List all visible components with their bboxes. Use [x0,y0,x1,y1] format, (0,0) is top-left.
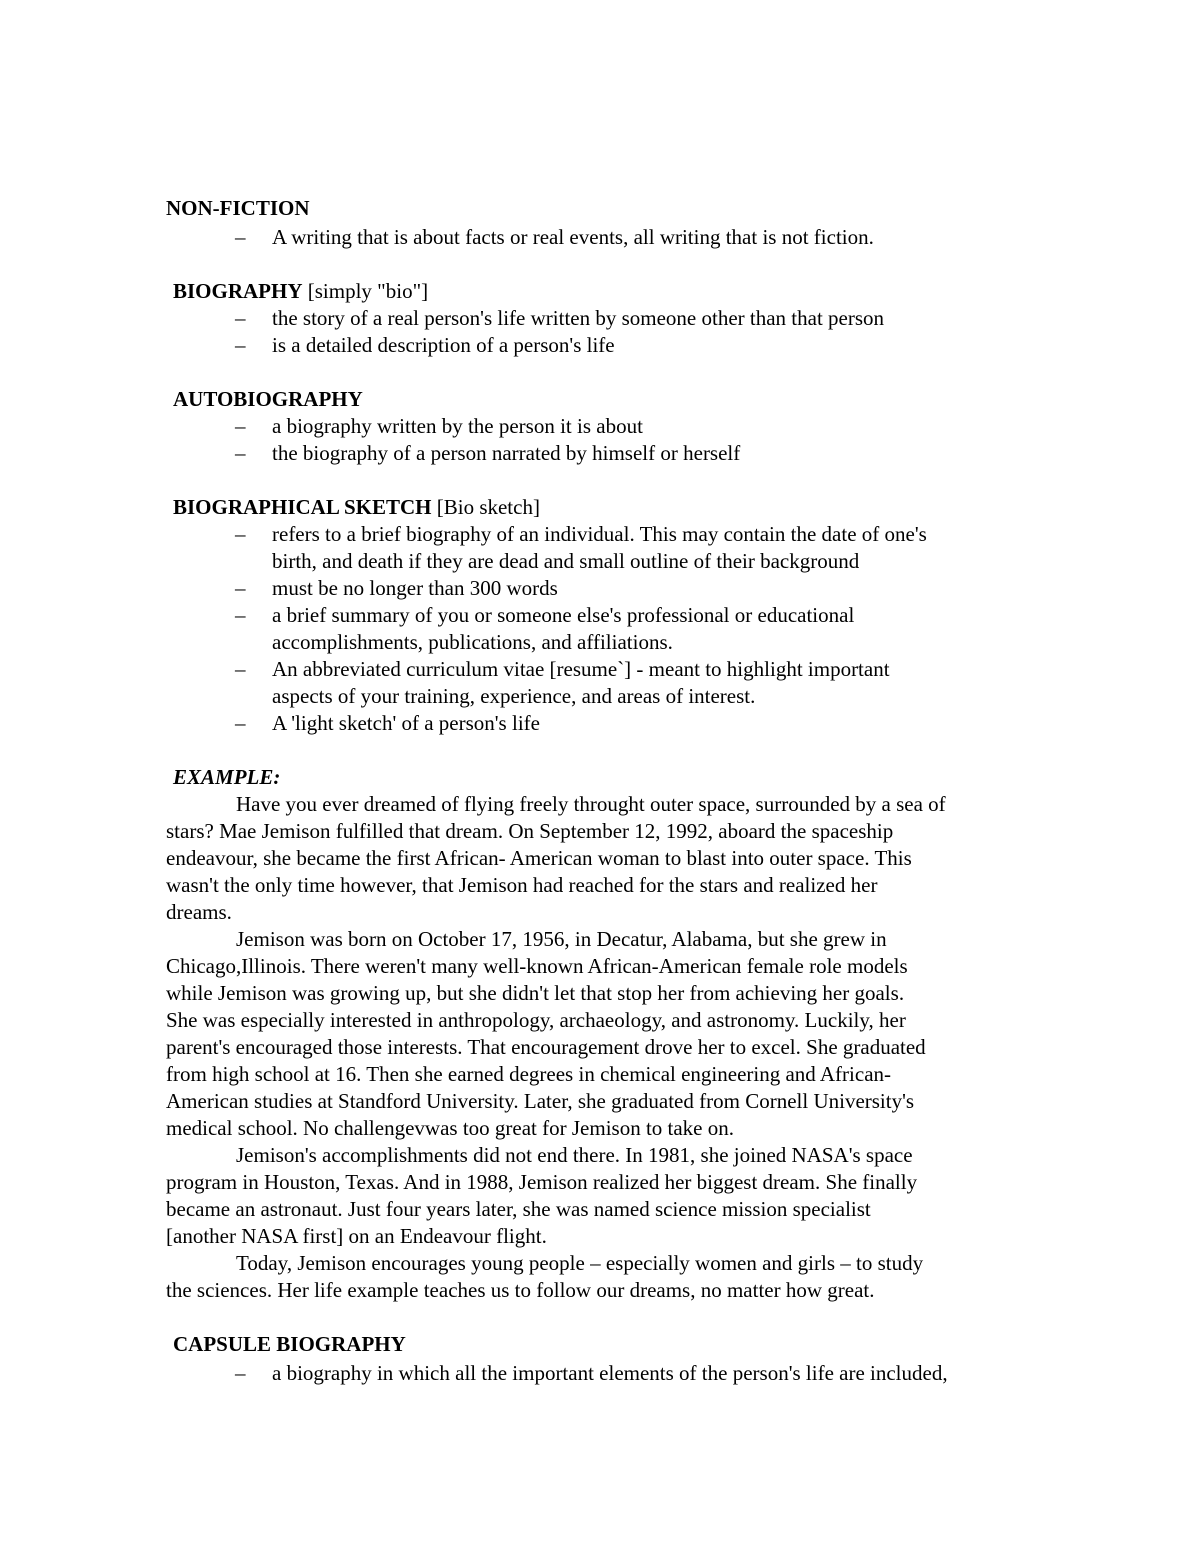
example-paragraph-2 [166,926,1046,1142]
paragraph-line: while Jemison was growing up, but she didn't let that stop her from achieving her goals. [166,981,905,1005]
dash-marker: – [235,522,246,546]
bullet-line: refers to a brief biography of an individual. This may contain the date of one's [272,522,927,546]
example-paragraph-3 [166,1142,1046,1250]
heading-biography-suffix: [simply "bio"] [302,279,429,303]
heading-sketch-suffix: [Bio sketch] [431,495,540,519]
paragraph-line: the sciences. Her life example teaches us to follow our dreams, no matter how great. [166,1278,875,1302]
heading-autobiography-title: AUTOBIOGRAPHY [173,387,363,411]
bullet-item [235,224,1055,251]
bullet-line: A writing that is about facts or real events, all writing that is not fiction. [272,225,874,249]
heading-sketch-title: BIOGRAPHICAL SKETCH [173,495,432,519]
paragraph-line: parent's encouraged those interests. That encouragement drove her to excel. She graduated [166,1035,926,1059]
paragraph-line: Chicago,Illinois. There weren't many well-known African-American female role models [166,954,908,978]
paragraph-line: medical school. No challengevwas too great for Jemison to take on. [166,1116,735,1140]
bullet-line: is a detailed description of a person's life [272,333,615,357]
heading-non-fiction-title: NON-FICTION [166,196,310,220]
dash-marker: – [235,603,246,627]
paragraph-line: Jemison was born on October 17, 1956, in Decatur, Alabama, but she grew in [236,927,887,951]
paragraph-line: Jemison's accomplishments did not end there. In 1981, she joined NASA's space [236,1143,913,1167]
bullet-item [235,332,1055,359]
dash-marker: – [235,711,246,735]
dash-marker: – [235,441,246,465]
paragraph-line: program in Houston, Texas. And in 1988, Jemison realized her biggest dream. She finally [166,1170,918,1194]
dash-marker: – [235,414,246,438]
bullet-item [235,1360,1055,1387]
paragraph-line: Have you ever dreamed of flying freely throught outer space, surrounded by a sea of [236,792,946,816]
heading-biography-title: BIOGRAPHY [173,279,303,303]
dash-marker: – [235,576,246,600]
paragraph-line: She was especially interested in anthropology, archaeology, and astronomy. Luckily, her [166,1008,906,1032]
bullet-item [235,521,1055,575]
paragraph-line: Today, Jemison encourages young people – especially women and girls – to study [236,1251,924,1275]
bullet-item [235,413,1055,440]
heading-biography [173,278,428,305]
paragraph-line: wasn't the only time however, that Jemison had reached for the stars and realized her [166,873,878,897]
heading-capsule-title: CAPSULE BIOGRAPHY [173,1332,406,1356]
bullet-line: a biography in which all the important elements of the person's life are included, [272,1361,948,1385]
paragraph-line: stars? Mae Jemison fulfilled that dream. On September 12, 1992, aboard the spaceship [166,819,894,843]
bullet-line: a brief summary of you or someone else's professional or educational [272,603,855,627]
heading-example [173,764,280,791]
dash-marker: – [235,333,246,357]
paragraph-line: endeavour, she became the first African- American woman to blast into outer space. This [166,846,912,870]
bullet-line: the biography of a person narrated by himself or herself [272,441,741,465]
bullet-item [235,440,1055,467]
dash-marker: – [235,1361,246,1385]
paragraph-line: American studies at Standford University. Later, she graduated from Cornell University's [166,1089,915,1113]
bullet-item [235,305,1055,332]
bullet-item [235,602,1055,656]
heading-non-fiction [166,195,310,222]
heading-autobiography [173,386,363,413]
bullet-item [235,575,1055,602]
heading-capsule-biography [173,1331,406,1358]
dash-marker: – [235,306,246,330]
bullet-line: must be no longer than 300 words [272,576,558,600]
dash-marker: – [235,657,246,681]
bullet-line: aspects of your training, experience, and areas of interest. [272,684,756,708]
bullet-line: A 'light sketch' of a person's life [272,711,540,735]
paragraph-line: became an astronaut. Just four years later, she was named science mission specialist [166,1197,871,1221]
example-paragraph-1 [166,791,1046,926]
example-paragraph-4 [166,1250,1046,1304]
paragraph-line: dreams. [166,900,232,924]
bullet-line: the story of a real person's life written by someone other than that person [272,306,885,330]
bullet-line: accomplishments, publications, and affiliations. [272,630,673,654]
bullet-line: a biography written by the person it is about [272,414,643,438]
paragraph-line: [another NASA first] on an Endeavour flight. [166,1224,547,1248]
dash-marker: – [235,225,246,249]
bullet-line: An abbreviated curriculum vitae [resume`] - meant to highlight important [272,657,890,681]
heading-biographical-sketch [173,494,540,521]
heading-example-title: EXAMPLE: [173,765,281,789]
bullet-line: birth, and death if they are dead and small outline of their background [272,549,860,573]
bullet-item [235,710,1055,737]
bullet-item [235,656,1055,710]
paragraph-line: from high school at 16. Then she earned degrees in chemical engineering and African- [166,1062,892,1086]
